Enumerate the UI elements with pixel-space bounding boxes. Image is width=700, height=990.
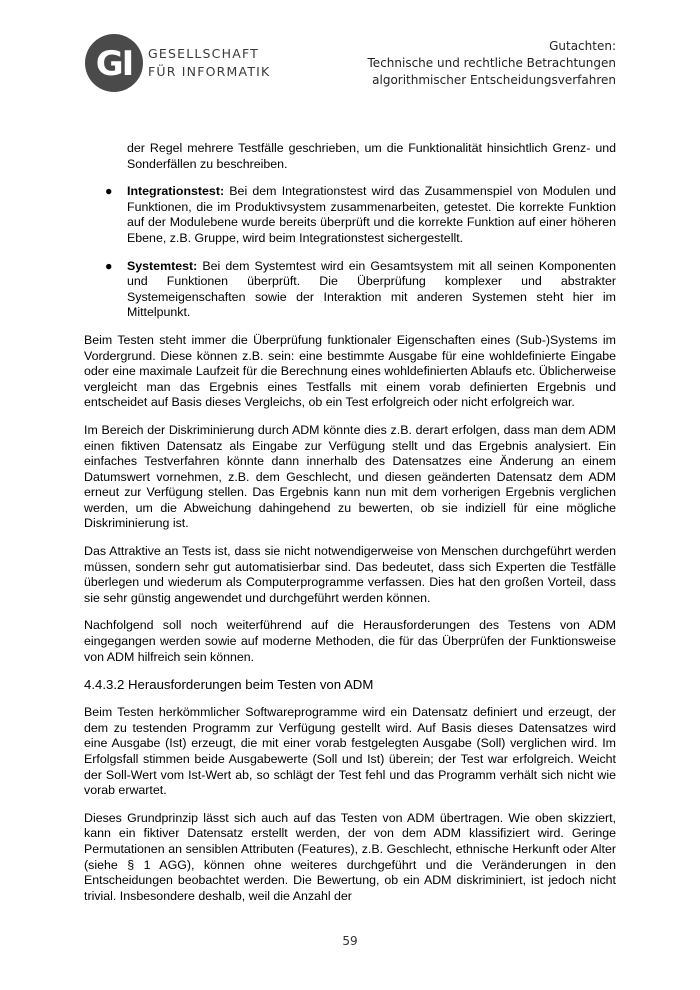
org-name-line2: FÜR INFORMATIK — [148, 64, 271, 79]
paragraph: Beim Testen herkömmlicher Softwareprogramme wird ein Datensatz definiert und erzeugt, der dem zu testenden Programm zur Verfügung gestellt wird. Auf Basis dieses Datensatzes wird eine Ausgabe (Ist) erzeugt, die mit einer vorab festgelegten Ausgabe (Soll) verglichen wird. Im Erfolgsfall stimmen beide Ausgabewerte (Soll und Ist) überein; der Test war erfolgreich. Weicht der Soll-Wert vom Ist-Wert ab, so schlägt der Test fehl und das Programm verhält sich nicht wie vorab erwartet. — [84, 705, 616, 798]
list-item-term: Integrationstest: — [127, 184, 225, 199]
org-name-line1: GESELLSCHAFT — [148, 46, 259, 61]
org-name — [148, 45, 270, 81]
document-title-line2: Technische und rechtliche Betrachtungen — [367, 56, 616, 70]
section-heading: 4.4.3.2 Herausforderungen beim Testen von ADM — [84, 677, 374, 693]
bullet-icon: ● — [105, 184, 113, 199]
paragraph: Nachfolgend soll noch weiterführend auf die Herausforderungen des Testens von ADM eingegangen werden sowie auf moderne Methoden, die für das Überprüfen der Funktionsweise von ADM hilfreich sein können. — [84, 618, 616, 664]
paragraph: Dieses Grundprinzip lässt sich auch auf das Testen von ADM übertragen. Wie oben skizziert, kann ein fiktiver Datensatz erstellt werden, der von dem ADM klassifiziert wird. Geringe Permutationen an sensiblen Attributen (Features), z.B. Geschlecht, ethnische Herkunft oder Alter (siehe § 1 AGG), können ohne weiteres durchgeführt und die Veränderungen in den Entscheidungen beobachtet werden. Die Bewertung, ob ein ADM diskriminiert, ist jedoch nicht trivial. Insbesondere deshalb, weil die Anzahl der — [84, 810, 616, 903]
page-content — [84, 141, 616, 916]
list-item — [84, 184, 616, 246]
list-item — [84, 259, 616, 321]
intro-continuation: der Regel mehrere Testfälle geschrieben, um die Funktionalität hinsichtlich Grenz- und Sonderfällen zu beschreiben. — [127, 141, 616, 171]
page-number: 59 — [342, 934, 358, 948]
document-title — [368, 38, 616, 89]
test-type-list — [84, 184, 616, 321]
list-item-text: Bei dem Integrationstest wird das Zusammenspiel von Modulen und Funktionen, die im Produktivsystem zusammenarbeiten, getestet. Die korrekte Funktion auf der Modulebene wurde bereits überprüft und die korrekte Funktion auf einer höheren Ebene, z.B. Gruppe, wird beim Integrationstest sichergestellt. — [127, 184, 616, 245]
document-title-line3: algorithmischer Entscheidungsverfahren — [372, 73, 616, 87]
paragraph: Beim Testen steht immer die Überprüfung funktionaler Eigenschaften eines (Sub-)Systems im Vordergrund. Diese können z.B. sein: eine bestimmte Ausgabe für eine wohldefinierte Eingabe oder eine maximale Laufzeit für die Berechnung eines wohldefinierten Ablaufs etc. Üblicherweise vergleicht man das Ergebnis eines Testfalls mit einem vorab definierten Ergebnis und entscheidet auf Basis dieses Vergleichs, ob ein Test erfolgreich oder nicht erfolgreich war. — [84, 332, 616, 410]
bullet-icon: ● — [105, 258, 113, 273]
list-item-term: Systemtest: — [127, 258, 198, 273]
logo-text: GI — [95, 44, 133, 84]
gi-logo-icon — [84, 33, 144, 93]
paragraph: Das Attraktive an Tests ist, dass sie nicht notwendigerweise von Menschen durchgeführt werden müssen, sondern sehr gut automatisierbar sind. Das bedeutet, dass sich Experten die Testfälle überlegen und wiederum als Computerprogramme verfassen. Dies hat den großen Vorteil, dass sie sehr günstig angewendet und durchgeführt werden können. — [84, 544, 616, 605]
page-header — [0, 0, 700, 110]
document-title-line1: Gutachten: — [549, 39, 616, 53]
list-item-text: Bei dem Systemtest wird ein Gesamtsystem mit all seinen Komponenten und Funktionen überprüft. Die Überprüfung komplexer und abstrakter Systemeigenschaften sowie der Interaktion mit anderen Systemen steht hier im Mittelpunkt. — [127, 258, 616, 320]
paragraph: Im Bereich der Diskriminierung durch ADM könnte dies z.B. derart erfolgen, dass man dem ADM einen fiktiven Datensatz als Eingabe zur Verfügung stellt und das Ergebnis analysiert. Ein einfaches Testverfahren könnte dann innerhalb des Datensatzes eine Änderung an einem Datumswert vornehmen, z.B. dem Geschlecht, und diesen geänderten Datensatz dem ADM erneut zur Verfügung stellen. Das Ergebnis kann nun mit dem vorherigen Ergebnis verglichen werden, um die Abweichung dahingehend zu bewerten, ob sie indiziell für eine mögliche Diskriminierung ist. — [84, 422, 616, 531]
